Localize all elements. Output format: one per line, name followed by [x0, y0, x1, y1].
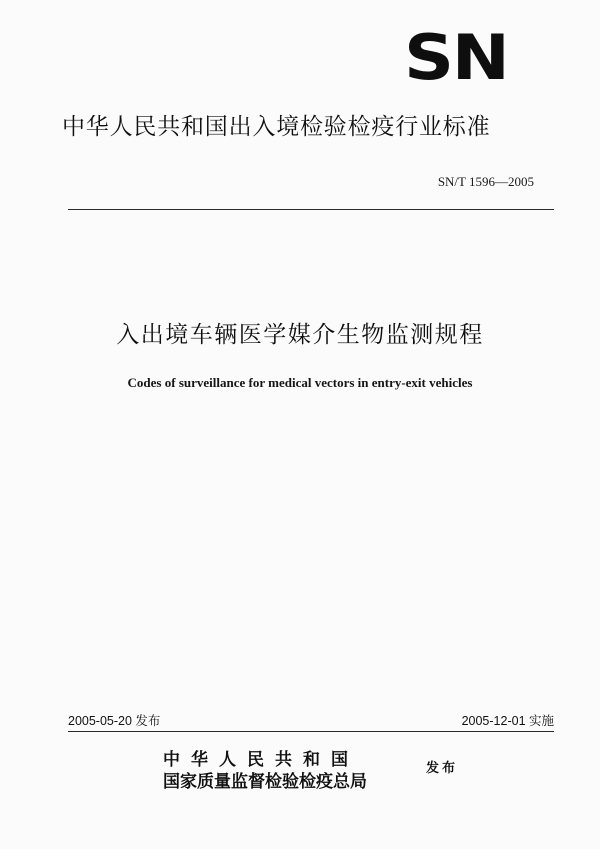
- issue-date: 2005-05-20 发布: [68, 714, 161, 728]
- top-divider: [68, 209, 554, 210]
- standard-category: 中华人民共和国出入境检验检疫行业标准: [62, 114, 491, 140]
- issuer-agency: 国家质量监督检验检疫总局: [163, 772, 367, 792]
- sn-logo: SN: [404, 21, 508, 94]
- issuer-country: 中华人民共和国: [163, 750, 359, 770]
- implementation-date: 2005-12-01 实施: [461, 714, 554, 728]
- document-title-chinese: 入出境车辆医学媒介生物监测规程: [116, 322, 484, 348]
- publish-label: 发布: [426, 761, 459, 776]
- standard-number: SN/T 1596—2005: [437, 174, 534, 189]
- document-title-english: Codes of surveillance for medical vectors in entry-exit vehicles: [127, 375, 473, 390]
- bottom-divider: [68, 731, 554, 732]
